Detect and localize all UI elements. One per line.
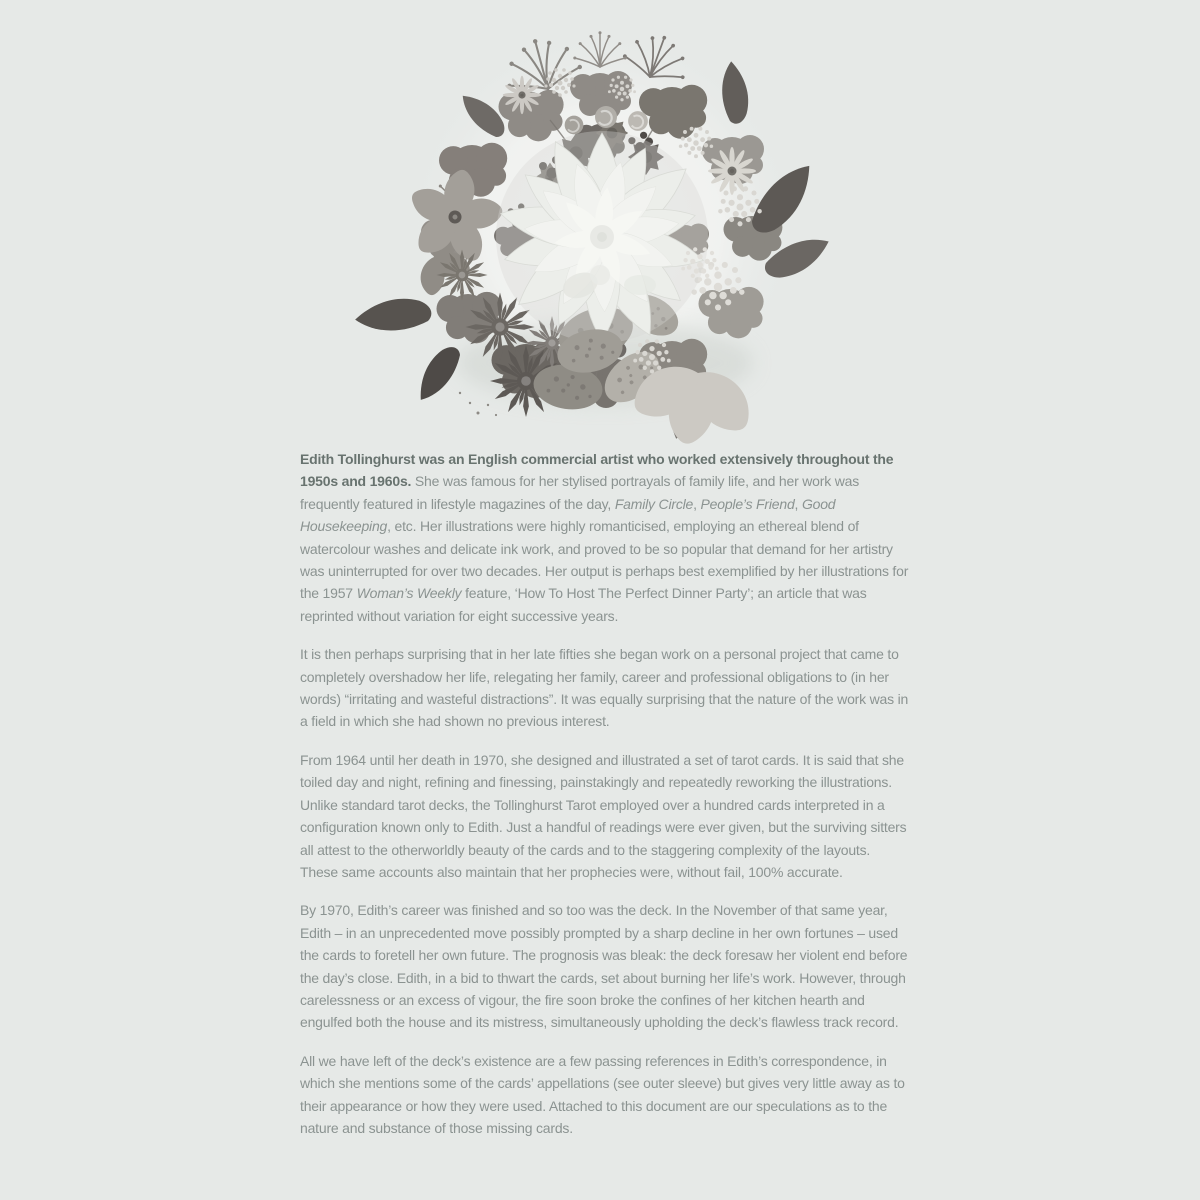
magazine-title-family-circle: Family Circle [614,495,694,512]
paragraph-career-end: By 1970, Edith’s career was finished and so too was the deck. In the November of that same year, Edith – in an unprecedented move possibly prompted by a sharp decline in her own fortunes – used the cards to foretell her own future. The prognosis was bleak: the deck foresaw her violent end before the day’s close. Edith, in a bid to thwart the cards, set about burning her life’s work. However, through carelessness or an excess of vigour, the fire soon broke the confines of her kitchen hearth and engulfed both the house and its mistress, simultaneously upholding the deck’s flawless track record. [300,902,908,1031]
article-text [300,448,910,1139]
paragraph-surprising-project: It is then perhaps surprising that in her late fifties she began work on a personal project that came to completely overshadow her life, relegating her family, career and professional obligations to (in her words) “irritating and wasteful distractions”. It was equally surprising that the nature of the work was in a field in which she had shown no previous interest. [300,646,909,730]
paragraph-tarot-cards: From 1964 until her death in 1970, she designed and illustrated a set of tarot cards. It is said that she toiled day and night, refining and finessing, painstakingly and repeatedly reworking the illustrations. Unlike standard tarot decks, the Tollinghurst Tarot employed over a hundred cards interpreted in a configuration known only to Edith. Just a handful of readings were ever given, but the surviving sitters all attest to the otherworldly beauty of the cards and to the staggering complexity of the layouts. These same accounts also maintain that her prophecies were, without fail, 100% accurate. [300,751,907,880]
central-dahlia-flower [496,131,708,343]
lead-sentence: Edith Tollinghurst was an English commercial artist who worked extensively throughout the 1950s and 1960s. [300,451,894,490]
floral-wreath-illustration [400,25,800,425]
magazine-title-good-housekeeping: Good Housekeeping [300,495,836,535]
floral-wreath-photo [400,25,800,425]
paragraph-intro: Edith Tollinghurst was an English commercial artist who worked extensively throughout the 1950s and 1960s. She was famous for her stylised portrayals of family life, and her work was frequently featured in lifestyle magazines of the day, Family Circle, People’s Friend, Good Housekeeping, etc. Her illustrations were highly romanticised, employing an ethereal blend of watercolour washes and delicate ink work, and proved to be so popular that demand for her artistry was uninterrupted for over two decades. Her output is perhaps best exemplified by her illustrations for the 1957 Woman’s Weekly feature, ‘How To Host The Perfect Dinner Party’; an article that was reprinted without variation for eight successive years. [300,451,909,624]
paragraph-deck-remnants: All we have left of the deck’s existence are a few passing references in Edith’s correspondence, in which she mentions some of the cards’ appellations (see outer sleeve) but gives very little away as to their appearance or how they were used. Attached to this document are our speculations as to the nature and substance of those missing cards. [300,1052,905,1136]
magazine-title-womans-weekly: Woman’s Weekly [356,585,462,602]
magazine-title-peoples-friend: People’s Friend [700,495,795,512]
